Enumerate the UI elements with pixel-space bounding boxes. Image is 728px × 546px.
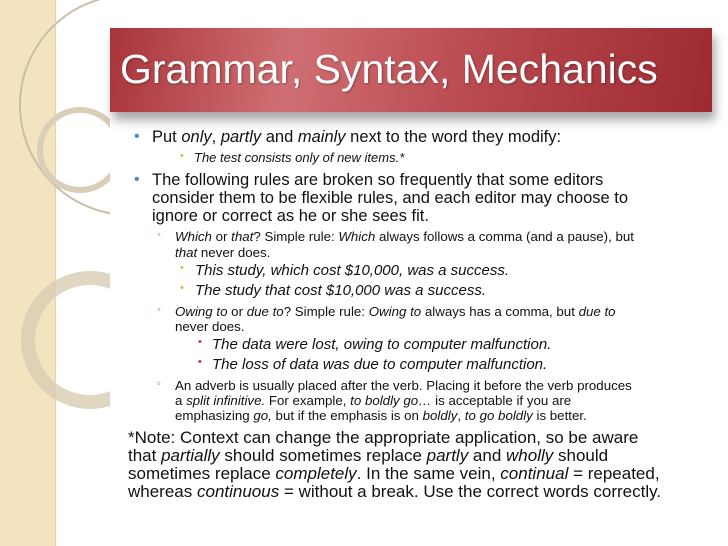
text-segment: consider them to be flexible rules, and each editor may choose to xyxy=(152,189,629,207)
text-segment: is acceptable if you are xyxy=(431,393,572,408)
decorative-circles-icon xyxy=(0,0,110,420)
emphasis-text: only xyxy=(181,128,212,146)
emphasis-text: mainly xyxy=(297,128,346,146)
text-segment: or xyxy=(211,229,232,244)
emphasis-text: split infinitive. xyxy=(186,393,266,408)
bullet-icon: ◦ xyxy=(157,378,161,390)
emphasis-text: partly xyxy=(220,128,262,146)
bullet-icon: • xyxy=(198,336,202,348)
text-line xyxy=(175,393,571,408)
emphasis-text: continual xyxy=(500,464,569,483)
text-line xyxy=(152,171,603,190)
text-line xyxy=(152,189,628,208)
title-banner xyxy=(110,28,712,112)
emphasis-text: partially xyxy=(161,446,220,465)
emphasis-text: This study, which cost $10,000, was a success. xyxy=(195,262,510,279)
text-segment: An adverb is usually placed after the verb. Placing it before the verb produces xyxy=(175,378,632,393)
text-segment: and xyxy=(261,128,298,146)
text-segment: should sometimes replace xyxy=(219,446,427,465)
text-line xyxy=(212,356,547,373)
text-line xyxy=(152,207,429,226)
emphasis-text: Which xyxy=(175,229,212,244)
bullet-icon: • xyxy=(134,171,140,188)
text-segment: = repeated, xyxy=(568,464,660,483)
bullet-icon: • xyxy=(180,262,184,274)
text-segment: sometimes replace xyxy=(128,464,276,483)
bullet-icon: ◦ xyxy=(157,304,161,316)
bullet-icon: • xyxy=(198,356,202,368)
emphasis-text: boldly xyxy=(422,408,458,423)
text-segment: The following rules are broken so frequently that some editors xyxy=(152,171,604,189)
text-segment: or xyxy=(227,304,247,319)
text-segment: should xyxy=(553,446,609,465)
text-line xyxy=(128,482,661,502)
text-line xyxy=(194,150,404,165)
emphasis-text: Which xyxy=(338,229,376,244)
text-segment: is better. xyxy=(532,408,587,423)
emphasis-text: The test consists only of new items.* xyxy=(194,150,405,165)
bullet-icon: • xyxy=(134,128,140,145)
emphasis-text: go, xyxy=(253,408,272,423)
text-segment: . In the same vein, xyxy=(356,464,501,483)
text-segment: *Note: Context can change the appropriate application, so be aware xyxy=(128,428,639,447)
emphasis-text: due to xyxy=(246,304,284,319)
emphasis-text: to boldly go… xyxy=(350,393,432,408)
text-segment: never does. xyxy=(197,245,271,260)
text-line xyxy=(175,245,270,260)
emphasis-text: partly xyxy=(426,446,469,465)
emphasis-text: to go boldly xyxy=(464,408,533,423)
text-line xyxy=(175,378,632,393)
text-segment: = without a break. Use the correct words correctly. xyxy=(279,482,662,501)
emphasis-text: that xyxy=(175,245,198,260)
text-segment: ? Simple rule: xyxy=(283,304,369,319)
emphasis-text: Owing to xyxy=(368,304,422,319)
bullet-icon: • xyxy=(180,150,184,162)
text-line xyxy=(175,229,634,244)
text-segment: that xyxy=(128,446,162,465)
emphasis-text: that xyxy=(231,229,254,244)
text-segment: never does. xyxy=(175,319,245,334)
text-line xyxy=(128,464,660,484)
emphasis-text: The study that cost $10,000 was a success. xyxy=(195,282,486,299)
text-line xyxy=(152,128,561,147)
emphasis-text: Owing to xyxy=(175,304,228,319)
text-line xyxy=(212,336,551,353)
text-line xyxy=(195,282,486,299)
text-segment: but if the emphasis is on xyxy=(271,408,423,423)
text-line xyxy=(175,304,616,319)
text-segment: always has a comma, but xyxy=(421,304,579,319)
text-segment: For example, xyxy=(265,393,351,408)
text-segment: a xyxy=(175,393,187,408)
text-line xyxy=(195,262,509,279)
slide-title: Grammar, Syntax, Mechanics xyxy=(120,46,658,92)
emphasis-text: The data were lost, owing to computer malfunction. xyxy=(212,336,552,353)
emphasis-text: continuous xyxy=(196,482,280,501)
text-line xyxy=(128,428,638,448)
text-segment: whereas xyxy=(128,482,197,501)
text-segment: and xyxy=(468,446,507,465)
emphasis-text: due to xyxy=(578,304,616,319)
text-line xyxy=(175,408,587,423)
text-segment: next to the word they modify: xyxy=(345,128,562,146)
text-segment: always follows a comma (and a pause), but xyxy=(375,229,634,244)
text-segment: Put xyxy=(152,128,182,146)
text-segment: ignore or correct as he or she sees fit. xyxy=(152,207,429,225)
bullet-icon: ◦ xyxy=(157,229,161,241)
emphasis-text: wholly xyxy=(506,446,554,465)
text-line xyxy=(175,319,244,334)
text-segment: , xyxy=(211,128,221,146)
text-line xyxy=(128,446,608,466)
emphasis-text: completely xyxy=(275,464,357,483)
text-segment: emphasizing xyxy=(175,408,254,423)
bullet-icon: • xyxy=(180,282,184,294)
text-segment: , xyxy=(457,408,465,423)
text-segment: ? Simple rule: xyxy=(253,229,339,244)
emphasis-text: The loss of data was due to computer malfunction. xyxy=(212,356,548,373)
